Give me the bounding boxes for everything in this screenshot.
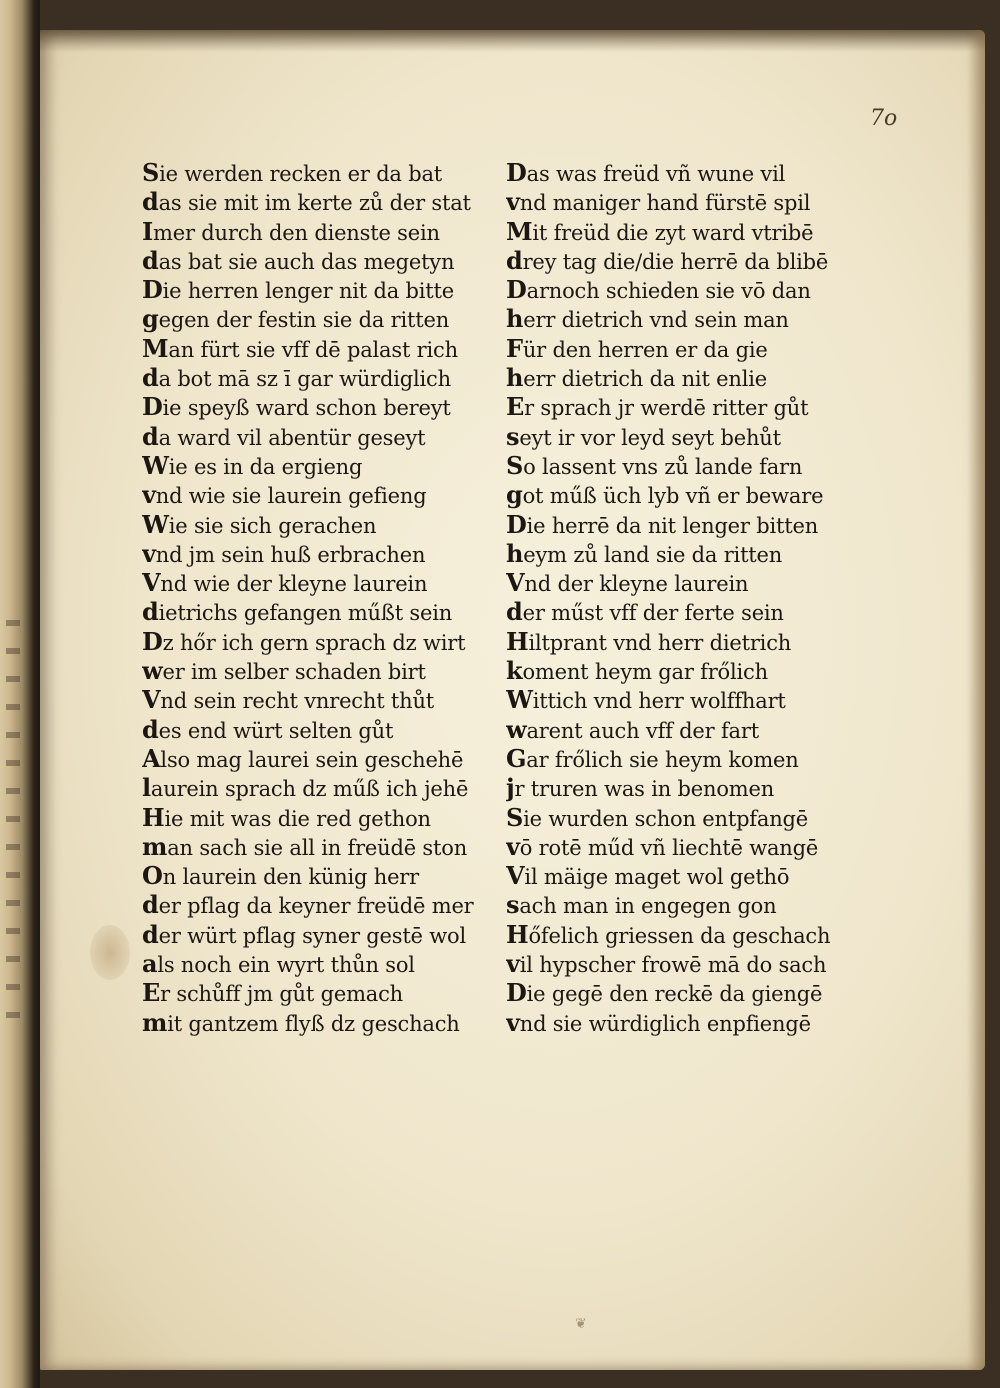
verse-line: vnd wie sie laurein gefieng bbox=[142, 480, 427, 510]
binding-tab-marks bbox=[6, 620, 20, 1040]
verse-line: Mit freüd die zyt ward vtribē bbox=[506, 216, 814, 246]
verse-line: Das was freüd vñ wune vil bbox=[506, 158, 786, 187]
verse-line: herr dietrich vnd sein man bbox=[506, 304, 789, 334]
verse-line: wer im selber schaden birt bbox=[142, 656, 426, 686]
verse-line: Hőfelich griessen da geschach bbox=[506, 919, 831, 949]
verse-line: Die herren lenger nit da bitte bbox=[142, 275, 455, 305]
verse-line: das bat sie auch das megetyn bbox=[142, 245, 455, 275]
verse-line: got műß üch lyb vñ er beware bbox=[506, 480, 824, 510]
verse-line: drey tag die/die herrē da blibē bbox=[506, 245, 829, 275]
verse-line: gegen der festin sie da ritten bbox=[142, 304, 450, 334]
verse-line: Imer durch den dienste sein bbox=[142, 216, 440, 246]
verse-line: koment heym gar frőlich bbox=[506, 656, 768, 686]
paper-stain bbox=[90, 925, 130, 980]
verse-line: Die speyß ward schon bereyt bbox=[142, 392, 451, 422]
folio-number: 7o bbox=[870, 106, 898, 131]
verse-line: vnd jm sein huß erbrachen bbox=[142, 538, 426, 568]
text-column-left bbox=[142, 158, 500, 1037]
verse-line: Vnd der kleyne laurein bbox=[506, 568, 749, 598]
verse-line: warent auch vff der fart bbox=[506, 714, 759, 744]
verse-line: seyt ir vor leyd seyt behůt bbox=[506, 421, 781, 451]
verse-line: sach man in engegen gon bbox=[506, 890, 777, 920]
verse-line: So lassent vns zů lande farn bbox=[506, 450, 803, 480]
verse-line: Vnd wie der kleyne laurein bbox=[142, 568, 428, 598]
verse-line: als noch ein wyrt thůn sol bbox=[142, 949, 415, 979]
verse-line: Gar frőlich sie heym komen bbox=[506, 743, 799, 773]
verse-line: Sie werden recken er da bat bbox=[142, 158, 443, 187]
verse-line: Die gegē den reckē da giengē bbox=[506, 978, 823, 1008]
verse-line: der würt pflag syner gestē wol bbox=[142, 919, 466, 949]
verse-line: des end würt selten gůt bbox=[142, 714, 394, 744]
verse-line: Vnd sein recht vnrecht thůt bbox=[142, 685, 435, 715]
verse-line: der műst vff der ferte sein bbox=[506, 597, 784, 627]
verse-line: Vil mäige maget wol gethō bbox=[506, 861, 790, 891]
verse-line: vnd sie würdiglich enpfiengē bbox=[506, 1007, 811, 1037]
verse-line: Wie es in da ergieng bbox=[142, 450, 363, 480]
bottom-mark: ❦ bbox=[575, 1316, 587, 1332]
verse-line: Sie wurden schon entpfangē bbox=[506, 802, 808, 832]
verse-line: Er sprach jr werdē ritter gůt bbox=[506, 392, 809, 422]
verse-line: Hie mit was die red gethon bbox=[142, 802, 431, 832]
verse-line: dietrichs gefangen műßt sein bbox=[142, 597, 453, 627]
verse-line: das sie mit im kerte zů der stat bbox=[142, 187, 471, 217]
verse-line: Dz hőr ich gern sprach dz wirt bbox=[142, 626, 466, 656]
verse-line: On laurein den künig herr bbox=[142, 861, 419, 891]
verse-line: Für den herren er da gie bbox=[506, 333, 768, 363]
text-column-right bbox=[506, 158, 876, 1037]
verse-line: mit gantzem flyß dz geschach bbox=[142, 1007, 460, 1037]
verse-line: da bot mā sz ī gar würdiglich bbox=[142, 363, 451, 393]
verse-line: Also mag laurei sein geschehē bbox=[142, 743, 464, 773]
verse-line: Die herrē da nit lenger bitten bbox=[506, 509, 819, 539]
verse-line: vil hypscher frowē mā do sach bbox=[506, 949, 827, 979]
verse-line: laurein sprach dz műß ich jehē bbox=[142, 773, 469, 803]
verse-line: herr dietrich da nit enlie bbox=[506, 363, 767, 393]
verse-line: Man fürt sie vff dē palast rich bbox=[142, 333, 458, 363]
verse-line: Wie sie sich gerachen bbox=[142, 509, 377, 539]
verse-line: da ward vil abentür geseyt bbox=[142, 421, 426, 451]
verse-line: man sach sie all in freüdē ston bbox=[142, 831, 468, 861]
verse-line: Darnoch schieden sie vō dan bbox=[506, 275, 811, 305]
verse-line: jr truren was in benomen bbox=[506, 773, 775, 803]
verse-line: vō rotē műd vñ liechtē wangē bbox=[506, 831, 819, 861]
verse-line: Wittich vnd herr wolffhart bbox=[506, 685, 786, 715]
verse-line: vnd maniger hand fürstē spil bbox=[506, 187, 811, 217]
verse-line: der pflag da keyner freüdē mer bbox=[142, 890, 474, 920]
verse-line: Er schůff jm gůt gemach bbox=[142, 978, 403, 1008]
verse-line: heym zů land sie da ritten bbox=[506, 538, 783, 568]
verse-line: Hiltprant vnd herr dietrich bbox=[506, 626, 792, 656]
